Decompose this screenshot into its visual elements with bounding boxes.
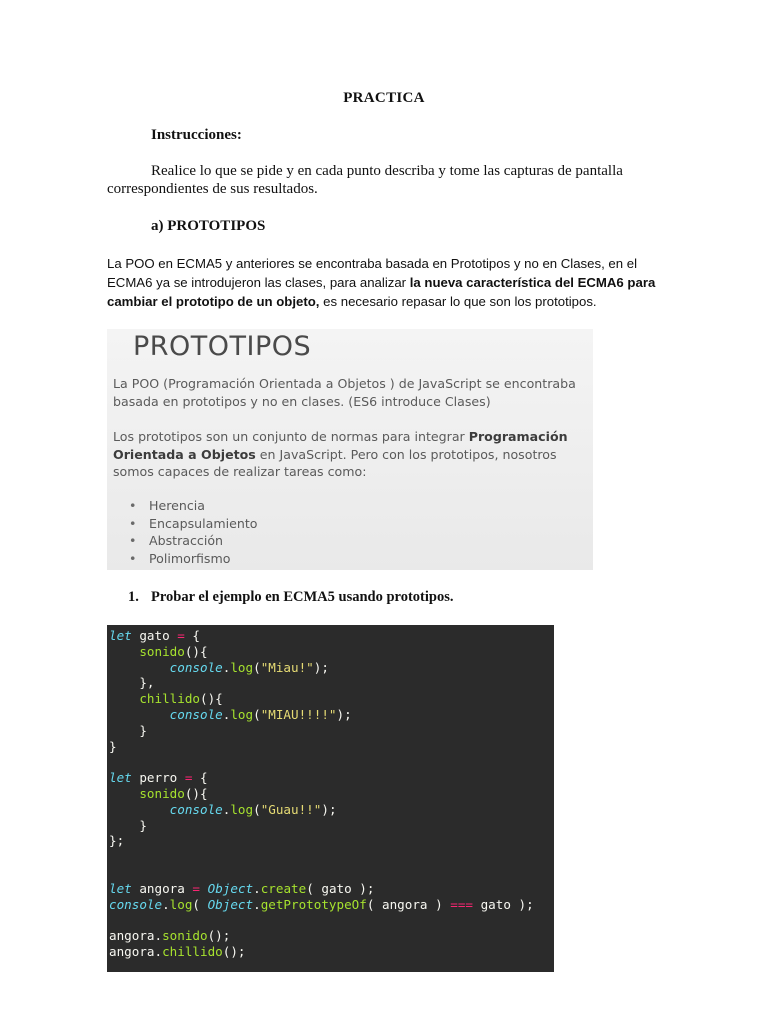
code-block xyxy=(107,625,554,960)
code-line xyxy=(109,912,554,928)
code-line: console.log( Object.getPrototypeOf( angora ) === gato ); xyxy=(109,896,534,912)
slide-bullet: • Abstracción xyxy=(129,532,257,550)
step-number: 1. xyxy=(128,589,139,605)
slide-title: PROTOTIPOS xyxy=(133,331,312,362)
slide-bullet: • Polimorfismo xyxy=(129,550,257,568)
code-screenshot xyxy=(107,625,554,972)
code-line xyxy=(109,865,554,881)
intro-text-2: es necesario repasar lo que son los prototipos. xyxy=(319,294,597,309)
code-line: sonido(){ xyxy=(139,643,208,659)
instructions-heading: Instrucciones: xyxy=(151,127,242,143)
code-line: let perro = { xyxy=(109,770,208,786)
slide-bullet-list xyxy=(129,497,257,567)
intro-paragraph xyxy=(107,254,672,311)
code-line: let gato = { xyxy=(109,628,201,643)
slide-paragraph-2 xyxy=(113,428,591,481)
code-line xyxy=(109,754,554,770)
code-line: let angora = Object.create( gato ); xyxy=(109,880,375,896)
slide-p2-bold: Programación Orientada a Objetos xyxy=(113,429,568,462)
prototipos-slide-image xyxy=(107,329,593,570)
code-line: } xyxy=(109,738,117,754)
code-line: }, xyxy=(109,675,155,691)
slide-bullet: • Encapsulamiento xyxy=(129,515,257,533)
slide-bullet: • Herencia xyxy=(129,497,257,515)
intro-text-bold: la nueva característica del ECMA6 para cambiar el prototipo de un objeto, xyxy=(107,275,656,309)
instructions-text: Realice lo que se pide y en cada punto describa y tome las capturas de pantalla correspondientes de sus resultados. xyxy=(107,163,623,197)
step-1 xyxy=(128,589,454,606)
code-line: } xyxy=(109,722,147,738)
instructions-paragraph xyxy=(107,162,667,198)
slide-paragraph-1: La POO (Programación Orientada a Objetos ) de JavaScript se encontraba basada en prototipos y no en clases. (ES6 introduce Clases) xyxy=(113,376,576,409)
code-line: angora.chillido(); xyxy=(109,943,246,959)
slide-p2-before: Los prototipos son un conjunto de normas para integrar xyxy=(113,429,469,444)
step-text: Probar el ejemplo en ECMA5 usando prototipos. xyxy=(151,589,454,605)
code-line: sonido(){ xyxy=(139,785,208,801)
code-line xyxy=(109,849,554,865)
section-heading: a) PROTOTIPOS xyxy=(151,218,266,234)
code-line: chillido(){ xyxy=(139,691,223,707)
slide-p2-after: en JavaScript. Pero con los prototipos, nosotros somos capaces de realizar tareas como: xyxy=(113,446,557,479)
code-line: console.log("Guau!!"); xyxy=(169,801,337,817)
intro-text-1: La POO en ECMA5 y anteriores se encontraba basada en Prototipos y no en Clases, en el ECMA6 ya se introdujeron las clases, para analizar xyxy=(107,256,638,290)
code-line: console.log("Miau!"); xyxy=(169,659,329,675)
code-line: } xyxy=(109,817,147,833)
code-line: }; xyxy=(109,833,125,849)
document-title: PRACTICA xyxy=(343,90,425,106)
code-line: console.log("MIAU!!!!"); xyxy=(169,706,352,722)
code-line: angora.sonido(); xyxy=(109,928,231,944)
